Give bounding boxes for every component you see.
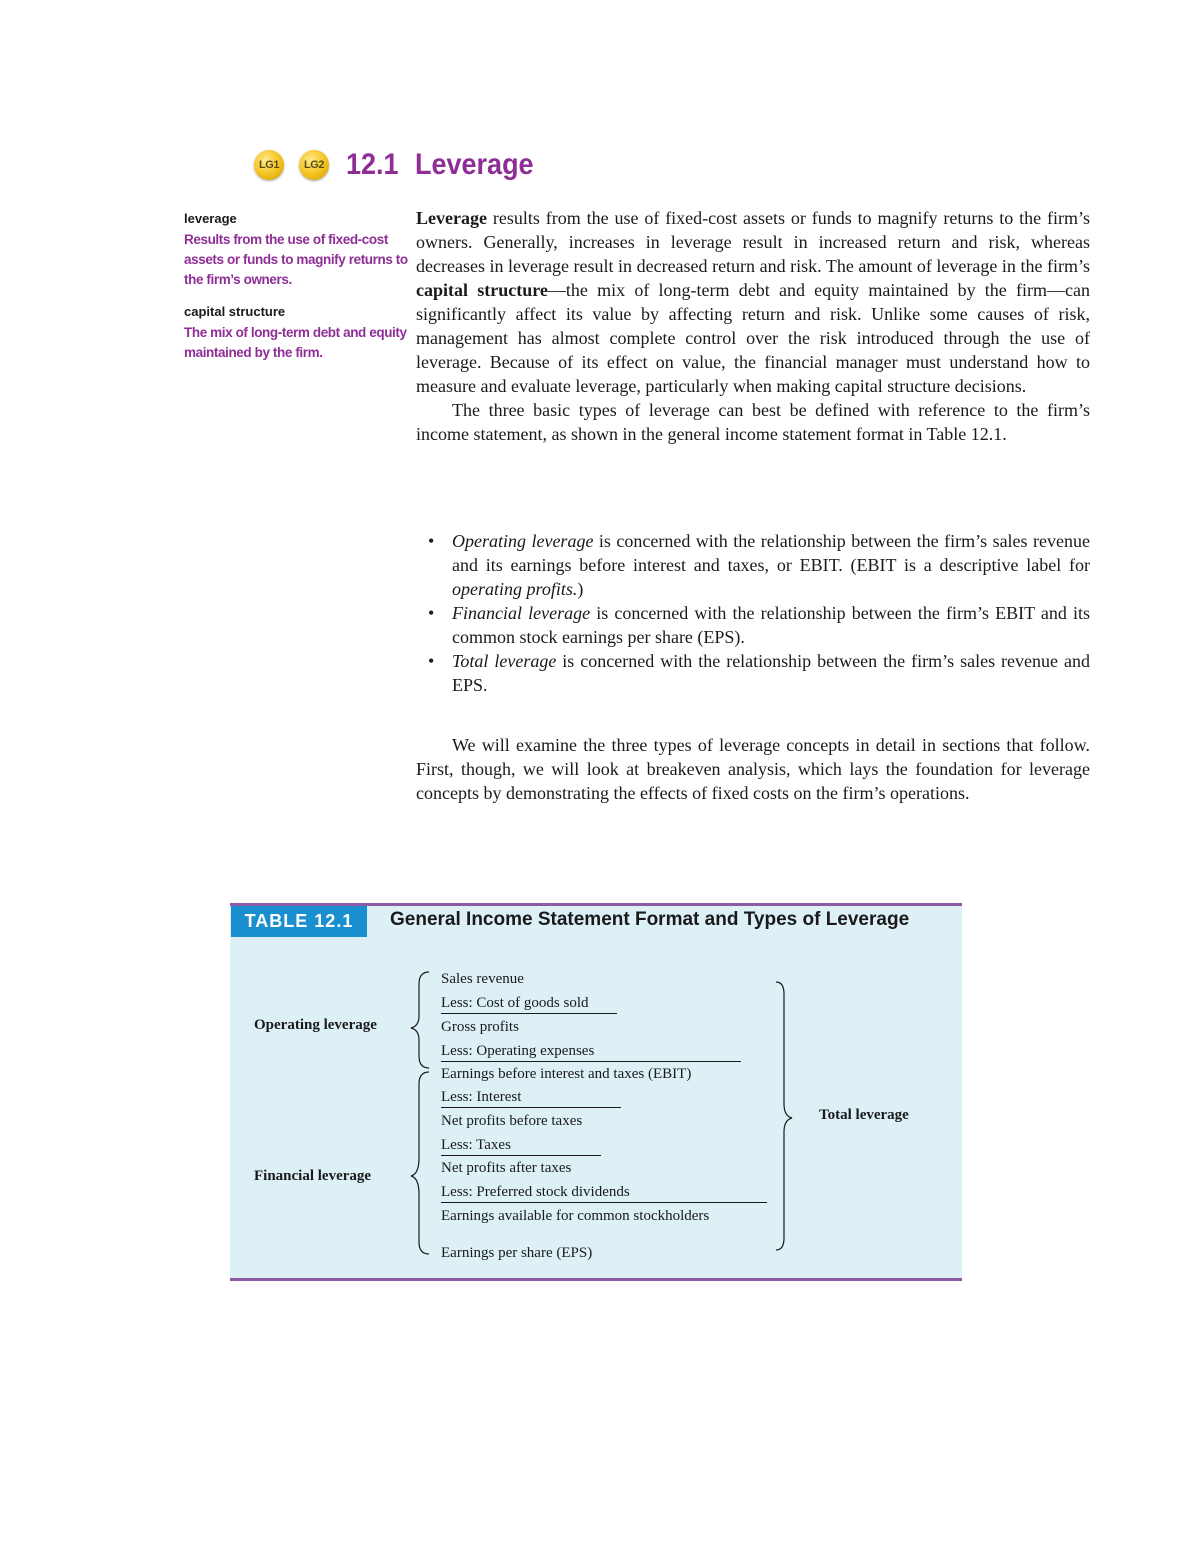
learning-goal-badge-1: LG1 <box>254 150 284 180</box>
operating-leverage-label: Operating leverage <box>254 1017 377 1033</box>
glossary-term-capital-structure: capital structure <box>184 304 286 319</box>
bullet-term-2: operating profits. <box>452 579 578 599</box>
row-earnings-available: Earnings available for common stockholders <box>441 1208 710 1224</box>
total-leverage-label: Total leverage <box>819 1107 909 1123</box>
list-item-financial: • Financial leverage is concerned with the relationship between the firm’s EBIT and its common stock earnings per share (EPS). <box>428 603 1090 647</box>
row-preferred-dividends: Less: Preferred stock dividends <box>441 1182 767 1203</box>
section-number: 12.1 <box>346 148 399 181</box>
row-ebit: Earnings before interest and taxes (EBIT) <box>441 1066 692 1082</box>
intro-paragraphs <box>416 206 1090 446</box>
financial-leverage-brace <box>411 1072 429 1254</box>
list-item-operating: • Operating leverage is concerned with the relationship between the firm’s sales revenue and its earnings before interest and taxes, or EBIT. (EBIT is a descriptive label for operating profits.) <box>428 531 1090 599</box>
bullet-text: is concerned with the relationship between the firm’s sales revenue and its earnings before interest and taxes, or EBIT. (EBIT is a descriptive label for <box>452 531 1090 575</box>
term-capital-structure: capital structure <box>416 280 548 300</box>
list-item-total: • Total leverage is concerned with the relationship between the firm’s sales revenue and EPS. <box>428 651 1090 695</box>
section-title: Leverage <box>415 148 534 181</box>
row-taxes: Less: Taxes <box>441 1135 601 1156</box>
row-interest: Less: Interest <box>441 1087 621 1108</box>
row-cost-of-goods-sold: Less: Cost of goods sold <box>441 993 617 1014</box>
glossary-term-leverage: leverage <box>184 211 237 226</box>
bullet-term: Operating leverage <box>452 531 594 551</box>
financial-leverage-label: Financial leverage <box>254 1168 372 1184</box>
glossary-definition-leverage: Results from the use of fixed-cost assets or funds to magnify returns to the firm’s owners. <box>184 232 408 287</box>
row-gross-profits: Gross profits <box>441 1019 519 1035</box>
row-net-profits-before-taxes: Net profits before taxes <box>441 1113 583 1129</box>
glossary-definition-capital-structure: The mix of long-term debt and equity maintained by the firm. <box>184 325 407 360</box>
paragraph-3: We will examine the three types of leverage concepts in detail in sections that follow. First, though, we will look at breakeven analysis, which lays the foundation for leverage concepts by demonstrating the effects of fixed costs on the firm’s operations. <box>416 735 1090 803</box>
paragraph-1-text-a: results from the use of fixed-cost assets or funds to magnify returns to the firm’s owners. Generally, increases in leverage result in increased return and risk, whereas decreases in leverage result in decreased return and risk. The amount of leverage in the firm’s <box>416 208 1090 276</box>
leverage-types-list <box>426 529 1090 697</box>
learning-goal-badge-2: LG2 <box>299 150 329 180</box>
row-sales-revenue: Sales revenue <box>441 971 524 987</box>
total-leverage-brace <box>770 978 800 1258</box>
paragraph-1 <box>416 206 1090 398</box>
row-net-profits-after-taxes: Net profits after taxes <box>441 1160 572 1176</box>
bullet-term: Total leverage <box>452 651 557 671</box>
bullet-term: Financial leverage <box>452 603 591 623</box>
bullet-text: is concerned with the relationship between the firm’s sales revenue and EPS. <box>452 651 1090 695</box>
row-operating-expenses: Less: Operating expenses <box>441 1041 741 1062</box>
operating-leverage-brace <box>411 972 429 1068</box>
term-leverage: Leverage <box>416 208 487 228</box>
bullet-text: is concerned with the relationship between the firm’s EBIT and its common stock earnings per share (EPS). <box>452 603 1090 647</box>
paragraph-2: The three basic types of leverage can best be defined with reference to the firm’s income statement, as shown in the general income statement format in Table 12.1. <box>416 400 1090 444</box>
braces <box>405 968 445 1268</box>
table-title: General Income Statement Format and Types of Leverage <box>390 909 910 930</box>
paragraph-1-text-b: —the mix of long-term debt and equity maintained by the firm—can significantly affect its value by affecting return and risk. Unlike some causes of risk, management has almost complete control over the risk introduced through the use of leverage. Because of its effect on value, the financial manager must understand how to measure and evaluate leverage, particularly when making capital structure decisions. <box>416 280 1090 396</box>
table-label: TABLE 12.1 <box>231 906 367 937</box>
bullet-text-end: ) <box>577 579 584 599</box>
row-eps: Earnings per share (EPS) <box>441 1245 593 1261</box>
